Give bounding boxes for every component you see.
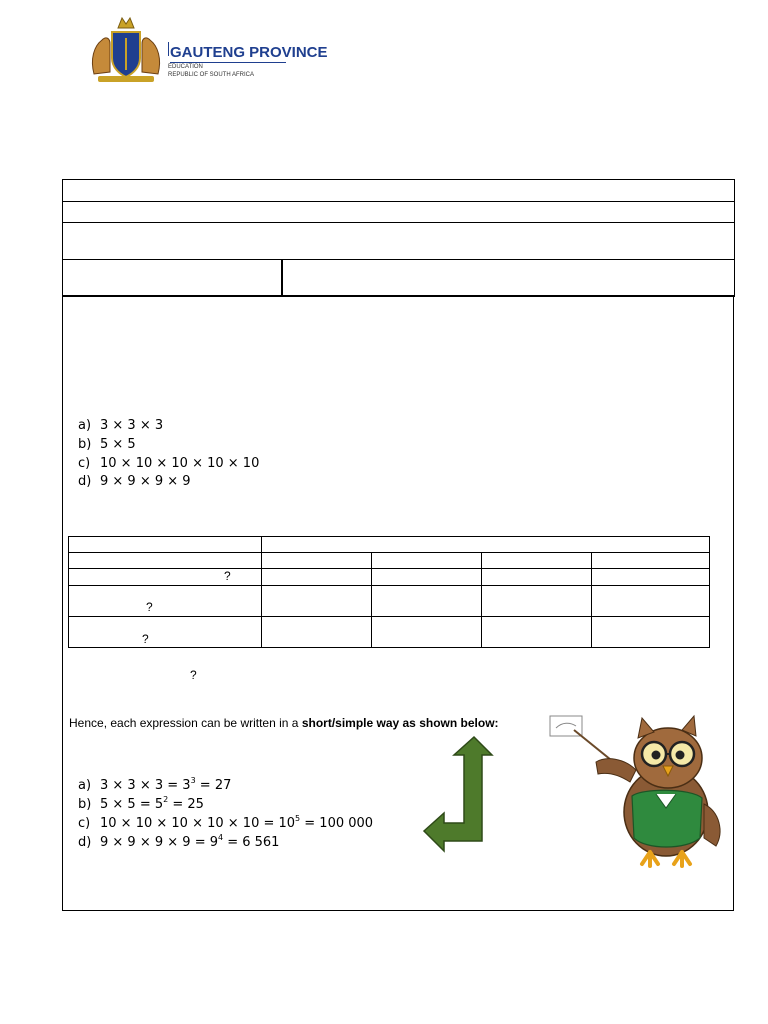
form-row-3 [62,222,735,260]
form-row-2 [62,201,735,223]
question-mark: ? [190,668,197,682]
table-cell [482,553,592,569]
hence-bold: short/simple way as shown below: [301,716,499,730]
table-cell [482,569,592,586]
table-cell [372,617,482,648]
table-cell [592,586,710,617]
table-cell [592,569,710,586]
table-cell [69,553,262,569]
table-cell [482,617,592,648]
table-cell [372,569,482,586]
table-cell [69,537,262,553]
teacher-owl-icon [546,712,730,870]
table-cell [262,553,372,569]
table-cell [372,586,482,617]
form-row-1 [62,179,735,202]
question-mark: ? [224,569,231,583]
table-cell [262,586,372,617]
table-cell [592,617,710,648]
list-two-item: c) $10 \times 10 \times 10 \times 10 \times 10 = 10^5 = 100$ 000 [78,814,374,831]
form-row-4-left [62,259,283,297]
question-mark: ? [146,600,153,614]
list-one-item: c) 10 × 10 × 10 × 10 × 10 [78,456,260,471]
question-mark: ? [142,632,149,646]
logo [88,14,328,86]
table-cell [69,569,262,586]
list-two-item: a) $3 \times 3 \times 3 = 3^3 = 27$ [78,776,232,793]
l-arrow-icon [420,735,494,853]
form-row-4-right [282,259,735,297]
logo-subtitle: EDUCATION [168,64,203,70]
table-cell [69,617,262,648]
logo-country: REPUBLIC OF SOUTH AFRICA [168,72,255,78]
list-one-item: b) 5 × 5 [78,437,136,452]
list-one-item: d) 9 × 9 × 9 × 9 [78,474,191,489]
table-cell [262,617,372,648]
logo-title: GAUTENG PROVINCE [170,44,328,61]
hence-sentence: Hence, each expression can be written in a short/simple way as shown below: [69,716,499,730]
list-two-item: b) $5 \times 5 = 5^2 = 25$ [78,795,204,812]
table-cell [372,553,482,569]
coat-of-arms-icon [88,14,164,86]
list-two-item: d) $9 \times 9 \times 9 \times 9 = 9^4 = 6$ 561 [78,833,280,850]
table-cell [69,586,262,617]
table-cell [262,569,372,586]
list-one-item: a) 3 × 3 × 3 [78,418,164,433]
table-cell [592,553,710,569]
table-cell [482,586,592,617]
table-cell [262,537,710,553]
expression-table [68,536,710,648]
